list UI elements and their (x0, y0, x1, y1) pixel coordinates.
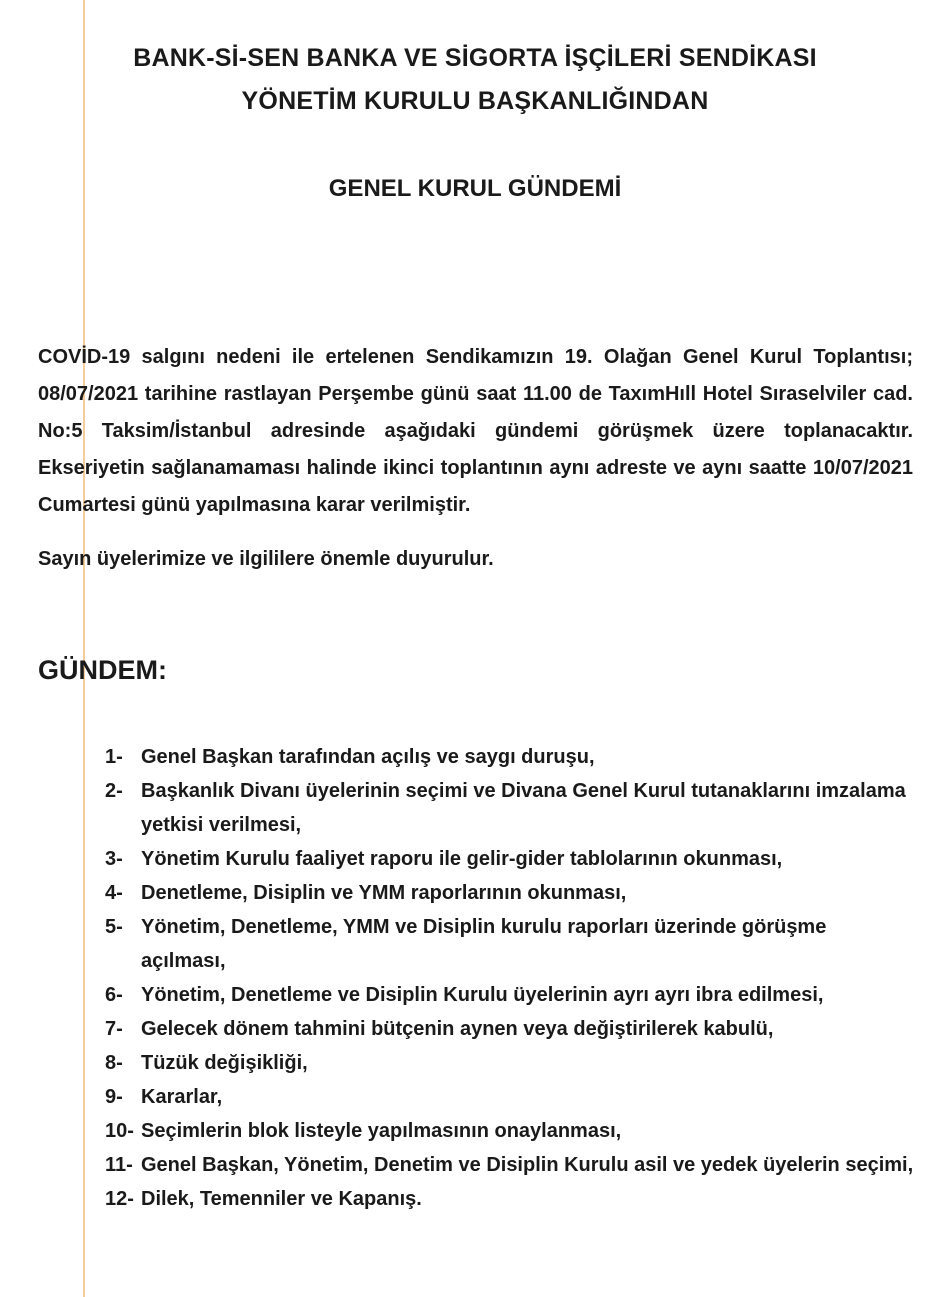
agenda-item-text: Seçimlerin blok listeyle yapılmasının onaylanması, (141, 1120, 622, 1142)
agenda-item-text: Yönetim, Denetleme, YMM ve Disiplin kurulu raporları üzerinde görüşme açılması, (141, 916, 827, 972)
agenda-item-text: Tüzük değişikliği, (141, 1052, 308, 1074)
agenda-item (105, 1046, 915, 1080)
agenda-item-text: Yönetim, Denetleme ve Disiplin Kurulu üyelerinin ayrı ayrı ibra edilmesi, (141, 984, 824, 1006)
agenda-item (105, 910, 915, 978)
document-title: GENEL KURUL GÜNDEMİ (328, 175, 622, 202)
organization-name: BANK-Sİ-SEN BANKA VE SİGORTA İŞÇİLERİ SENDİKASI (133, 44, 817, 72)
announcement-line: Sayın üyelerimize ve ilgililere önemle duyurulur. (38, 548, 494, 570)
agenda-item-text: Genel Başkan tarafından açılış ve saygı duruşu, (141, 746, 595, 768)
agenda-list (105, 740, 915, 1216)
agenda-item (105, 842, 915, 876)
agenda-item (105, 876, 915, 910)
agenda-item (105, 1114, 915, 1148)
agenda-item-number: 4- (105, 882, 129, 904)
meeting-notice-paragraph: COVİD-19 salgını nedeni ile ertelenen Sendikamızın 19. Olağan Genel Kurul Toplantısı; 08/07/2021 tarihine rastlayan Perşembe günü saat 11.00 de TaxımHıll Hotel Sıraselviler cad. No:5 Taksim/İstanbul adresinde aşağıdaki gündemi görüşmek üzere toplanacaktır. Ekseriyetin sağlanamaması halinde ikinci toplantının aynı adreste ve aynı saatte 10/07/2021 Cumartesi günü yapılmasına karar verilmiştir. (38, 346, 913, 516)
agenda-item-number: 2- (105, 780, 129, 802)
agenda-item-text: Başkanlık Divanı üyelerinin seçimi ve Divana Genel Kurul tutanaklarını imzalama yetkisi verilmesi, (141, 780, 906, 836)
agenda-item (105, 740, 915, 774)
agenda-item-text: Gelecek dönem tahmini bütçenin aynen veya değiştirilerek kabulü, (141, 1018, 774, 1040)
agenda-item (105, 1012, 915, 1046)
agenda-item-text: Kararlar, (141, 1086, 223, 1108)
agenda-heading: GÜNDEM: (38, 655, 167, 685)
agenda-item-number: 10- (105, 1120, 134, 1142)
agenda-item-text: Denetleme, Disiplin ve YMM raporlarının okunması, (141, 882, 627, 904)
agenda-item (105, 1182, 915, 1216)
agenda-item-number: 5- (105, 916, 129, 938)
agenda-item (105, 978, 915, 1012)
agenda-item-number: 1- (105, 746, 129, 768)
agenda-item-number: 3- (105, 848, 129, 870)
agenda-item-text: Yönetim Kurulu faaliyet raporu ile gelir-gider tablolarının okunması, (141, 848, 783, 870)
agenda-item-number: 9- (105, 1086, 129, 1108)
agenda-item-text: Genel Başkan, Yönetim, Denetim ve Disiplin Kurulu asil ve yedek üyelerin seçimi, (141, 1154, 914, 1176)
agenda-item (105, 774, 915, 842)
agenda-item-number: 8- (105, 1052, 129, 1074)
agenda-item-number: 7- (105, 1018, 129, 1040)
agenda-item (105, 1080, 915, 1114)
agenda-item-number: 6- (105, 984, 129, 1006)
agenda-item-number: 12- (105, 1188, 134, 1210)
issuing-office: YÖNETİM KURULU BAŞKANLIĞINDAN (241, 87, 709, 115)
agenda-item-text: Dilek, Temenniler ve Kapanış. (141, 1188, 422, 1210)
agenda-item-number: 11- (105, 1154, 133, 1176)
agenda-item (105, 1148, 915, 1182)
